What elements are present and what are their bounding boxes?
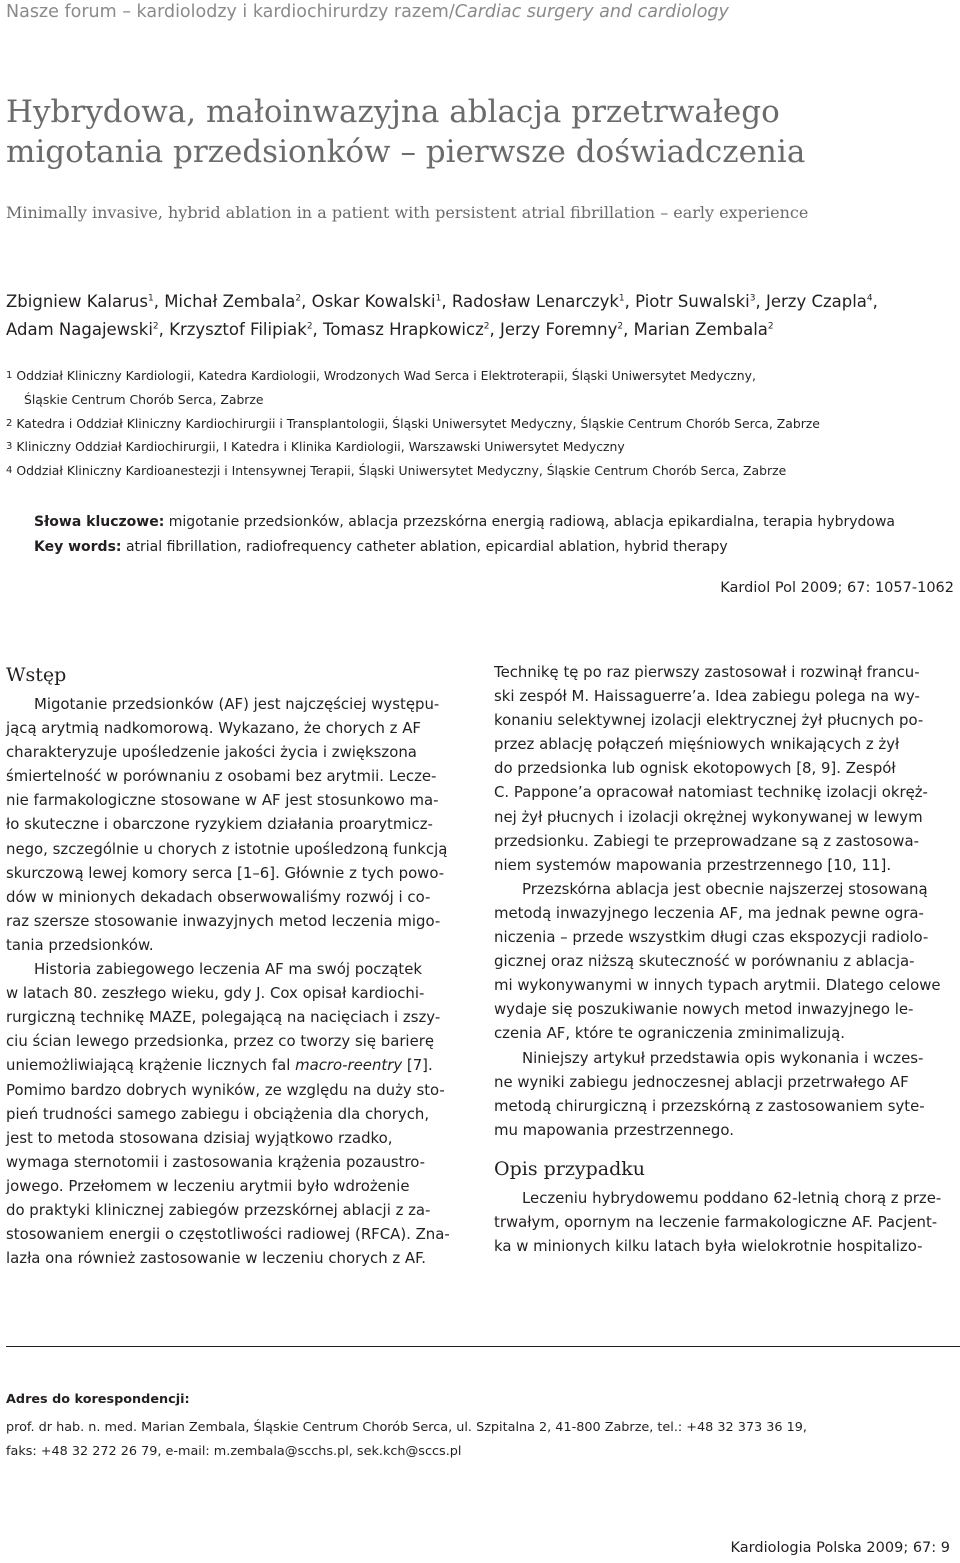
text-line: ciu ścian lewego przedsionka, przez co tworzy się barierę [6, 1032, 435, 1051]
author-name: Zbigniew Kalarus [6, 292, 148, 311]
section-gap [494, 1142, 956, 1154]
affiliation-list [6, 364, 956, 483]
keywords-pl-label: Słowa kluczowe: [34, 514, 165, 530]
affiliation-number: 3 [6, 441, 13, 453]
running-head [6, 2, 729, 22]
text-line: Niniejszy artykuł przedstawia opis wykonania i wczes- [522, 1048, 924, 1067]
affiliation [6, 435, 956, 459]
author-affiliation-mark: 1 [147, 293, 154, 304]
paragraph [494, 660, 956, 877]
right-column [494, 660, 956, 1258]
author-separator: , [441, 292, 452, 311]
text-line: trwałym, opornym na leczenie farmakologiczne AF. Pacjent- [494, 1212, 938, 1231]
affiliation-text: Oddział Kliniczny Kardiologii, Katedra Kardiologii, Wrodzonych Wad Serca i Elektroterapii, Śląski Uniwersytet Medyczny, [16, 368, 756, 383]
text-line: Pomimo bardzo dobrych wyników, ze względu na duży sto- [6, 1080, 445, 1099]
text-line: metodą inwazyjnego leczenia AF, ma jednak pewne ogra- [494, 903, 924, 922]
author-list [6, 288, 956, 344]
section-heading-wstep: Wstęp [6, 664, 67, 686]
author-separator: , [755, 292, 766, 311]
italic-term: macro-reentry [295, 1056, 403, 1075]
text-line: Technikę tę po raz pierwszy zastosował i rozwinął francu- [494, 663, 920, 681]
text-line: ło skuteczne i obarczone ryzykiem działania proarytmicz- [6, 815, 433, 834]
author-separator: , [158, 320, 170, 339]
text-line: niczenia – przede wszystkim długi czas ekspozycji radiolo- [494, 928, 929, 947]
text-line: metodą chirurgiczną i przezskórną z zastosowaniem syte- [494, 1096, 925, 1115]
author-affiliation-mark: 2 [617, 321, 624, 332]
text-line: Przezskórna ablacja jest obecnie najszerzej stosowaną [522, 879, 928, 898]
author-name: Radosław Lenarczyk [451, 292, 619, 311]
text-line: wymaga sternotomii i zastosowania krążenia pozaustro- [6, 1152, 426, 1171]
correspondence-line-1: prof. dr hab. n. med. Marian Zembala, Śląskie Centrum Chorób Serca, ul. Szpitalna 2, 41-800 Zabrze, tel.: +48 32 373 36 19, [6, 1420, 807, 1435]
text-line: przez ablację połączeń mięśniowych wnikających z żył [494, 735, 900, 754]
author-affiliation-mark: 3 [749, 293, 756, 304]
affiliation-text-cont: Śląskie Centrum Chorób Serca, Zabrze [24, 391, 264, 407]
affiliation-number: 4 [6, 465, 13, 477]
affiliation [6, 412, 956, 436]
text-line: lazła ona również zastosowanie w leczeniu chorych z AF. [6, 1249, 427, 1268]
author-separator: , [872, 292, 878, 311]
text-line: mi wykonywanymi w innych typach arytmii. Dlatego celowe [494, 976, 941, 995]
affiliation [6, 364, 956, 412]
left-paragraphs [6, 692, 468, 1270]
text-line: Historia zabiegowego leczenia AF ma swój początek [34, 960, 423, 979]
keywords-en [34, 535, 954, 560]
text-line: dów w minionych dekadach obserwowaliśmy rozwój i co- [6, 887, 431, 906]
author-line [6, 288, 956, 316]
text-line: stosowaniem energii o częstotliwości radiowej (RFCA). Zna- [6, 1225, 450, 1244]
article-subtitle: Minimally invasive, hybrid ablation in a patient with persistent atrial fibrillation – early experience [6, 203, 809, 222]
article-title [6, 92, 956, 172]
author-name: Tomasz Hrapkowicz [323, 320, 484, 339]
text-line: rurgiczną technikę MAZE, polegającą na nacięciach i zszy- [6, 1008, 441, 1027]
text-line: jest to metoda stosowana dzisiaj wyjątkowo rzadko, [6, 1128, 393, 1147]
paragraph [6, 957, 468, 1270]
affiliation [6, 459, 956, 483]
text-line: niem systemów mapowania przestrzennego [10, 11]. [494, 855, 892, 874]
affiliation-number: 1 [6, 370, 13, 381]
author-affiliation-mark: 2 [306, 321, 313, 332]
author-affiliation-mark: 1 [618, 293, 625, 304]
text-line: nej żył płucnych i izolacji okrężnej wykonywanej w lewym [494, 807, 923, 826]
affiliation-text: Kliniczny Oddział Kardiochirurgii, I Katedra i Klinika Kardiologii, Warszawski Uniwersytet Medyczny [16, 439, 625, 455]
running-head-pl: Nasze forum – kardiolodzy i kardiochirurdzy razem/ [6, 2, 455, 22]
author-name: Michał Zembala [164, 292, 296, 311]
text-line: do przedsionka lub ognisk ekotopowych [8, 9]. Zespół [494, 759, 896, 778]
text-line: nie farmakologiczne stosowane w AF jest stosunkowo ma- [6, 791, 439, 810]
author-affiliation-mark: 2 [295, 293, 302, 304]
keywords-pl-text: migotanie przedsionków, ablacja przezskórna energią radiową, ablacja epikardialna, terapia hybrydowa [164, 514, 895, 530]
text-line: czenia AF, które te ograniczenia zminimalizują. [494, 1024, 845, 1043]
title-line-2: migotania przedsionków – pierwsze doświadczenia [6, 134, 806, 170]
keywords-en-text: atrial fibrillation, radiofrequency catheter ablation, epicardial ablation, hybrid therapy [121, 539, 728, 555]
correspondence-title: Adres do korespondencji: [6, 1392, 190, 1407]
keywords-en-label: Key words: [34, 539, 122, 555]
author-separator: , [624, 292, 636, 311]
correspondence-block [6, 1388, 956, 1464]
paragraph [494, 1186, 956, 1258]
author-name: Oskar Kowalski [311, 292, 436, 311]
text-line: raz szersze stosowanie inwazyjnych metod leczenia migo- [6, 911, 441, 930]
paragraph [494, 877, 956, 1046]
author-affiliation-mark: 2 [483, 321, 490, 332]
right-paragraphs-2 [494, 1186, 956, 1258]
text-line: ka w minionych kilku latach była wielokrotnie hospitalizo- [494, 1237, 923, 1256]
author-line [6, 316, 956, 344]
text-line: gicznej oraz niższą skuteczność w porównaniu z ablacja- [494, 952, 915, 971]
author-name: Adam Nagajewski [6, 320, 153, 339]
author-affiliation-mark: 1 [435, 293, 442, 304]
author-separator: , [301, 292, 312, 311]
footnote-rule [6, 1346, 960, 1347]
text-line: nego, szczególnie u chorych z istotnie upośledzoną funkcją [6, 839, 448, 858]
text-line: mu mapowania przestrzennego. [494, 1120, 734, 1139]
keywords-block [34, 510, 954, 560]
text-line: śmiertelność w porównaniu z osobami bez arytmii. Lecze- [6, 767, 437, 786]
author-separator: , [489, 320, 500, 339]
title-line-1: Hybrydowa, małoinwazyjna ablacja przetrwałego [6, 94, 780, 130]
author-name: Marian Zembala [633, 320, 768, 339]
text-line: do praktyki klinicznej zabiegów przezskórnej ablacji z za- [6, 1200, 431, 1219]
author-affiliation-mark: 2 [767, 321, 774, 332]
text-line: Migotanie przedsionków (AF) jest najczęściej występu- [34, 695, 440, 713]
author-name: Krzysztof Filipiak [169, 320, 307, 339]
text-line: skurczową lewej komory serca [1–6]. Głównie z tych powo- [6, 863, 445, 882]
text-line: uniemożliwiającą krążenie licznych fal macro-reentry [7]. [6, 1056, 433, 1075]
author-separator: , [623, 320, 634, 339]
author-affiliation-mark: 4 [866, 293, 873, 304]
text-line: ski zespół M. Haissaguerre’a. Idea zabiegu polega na wy- [494, 687, 920, 706]
page-footer: Kardiologia Polska 2009; 67: 9 [730, 1540, 950, 1556]
text-line: wydaje się poszukiwanie nowych metod inwazyjnego le- [494, 1000, 914, 1019]
text-line: przedsionku. Zabiegi te przeprowadzane są z zastosowa- [494, 831, 919, 850]
text-line: tania przedsionków. [6, 935, 154, 954]
citation: Kardiol Pol 2009; 67: 1057-1062 [720, 580, 954, 596]
section-heading-opis: Opis przypadku [494, 1157, 645, 1180]
right-paragraphs [494, 660, 956, 1142]
affiliation-text: Katedra i Oddział Kliniczny Kardiochirurgii i Transplantologii, Śląski Uniwersytet Medyczny, Śląskie Centrum Chorób Serca, Zabrze [16, 415, 820, 431]
text-line: konaniu selektywnej izolacji elektrycznej żył płucnych po- [494, 711, 924, 730]
keywords-pl [34, 510, 954, 535]
affiliation-number: 2 [6, 417, 13, 429]
text-line: charakteryzuje upośledzenie jakości życia i zwiększona [6, 743, 417, 762]
text-line: w latach 80. zeszłego wieku, gdy J. Cox opisał kardiochi- [6, 984, 425, 1003]
author-name: Jerzy Czapla [765, 292, 867, 311]
author-affiliation-mark: 2 [152, 321, 159, 332]
correspondence-line-2: faks: +48 32 272 26 79, e-mail: m.zembala@scchs.pl, sek.kch@sccs.pl [6, 1444, 462, 1459]
text-line: Leczeniu hybrydowemu poddano 62-letnią chorą z prze- [522, 1188, 942, 1207]
author-name: Piotr Suwalski [635, 292, 750, 311]
affiliation-text: Oddział Kliniczny Kardioanestezji i Intensywnej Terapii, Śląski Uniwersytet Medyczny, Śląskie Centrum Chorób Serca, Zabrze [16, 463, 787, 479]
left-column [6, 660, 468, 1270]
text-line: pień trudności samego zabiegu i obciążenia dla chorych, [6, 1104, 430, 1123]
author-separator: , [153, 292, 165, 311]
text-line: ne wyniki zabiegu jednoczesnej ablacji przetrwałego AF [494, 1072, 909, 1091]
running-head-en: Cardiac surgery and cardiology [454, 2, 729, 22]
author-name: Jerzy Foremny [500, 320, 618, 339]
text-line: jącą arytmią nadkomorową. Wykazano, że chorych z AF [6, 719, 421, 738]
paragraph [6, 692, 468, 957]
paragraph [494, 1046, 956, 1142]
text-line: jowego. Przełomem w leczeniu arytmii było wdrożenie [6, 1176, 410, 1195]
author-separator: , [312, 320, 324, 339]
text-line: C. Pappone’a opracował natomiast technikę izolacji okręż- [494, 783, 928, 802]
